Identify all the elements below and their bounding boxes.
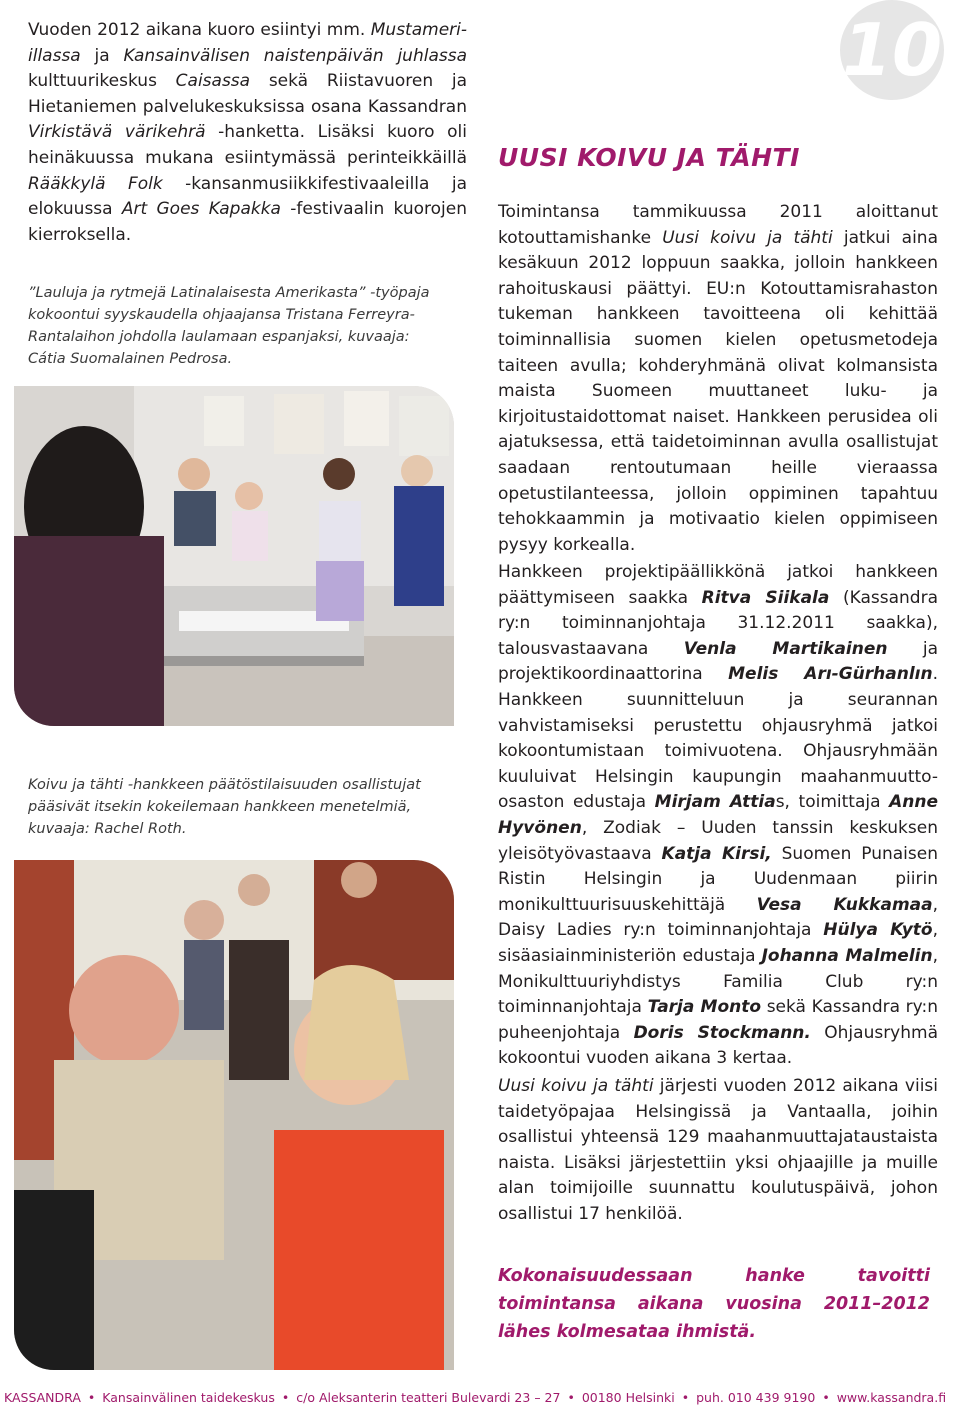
photo-caption-dance: Koivu ja tähti -hankkeen päätöstilaisuuden osallistujat pääsivät itsekin kokeilemaan hankkeen menetelmiä, kuvaaja: Rachel Roth. (28, 777, 421, 837)
photo-dance-workshop-image (14, 860, 454, 1370)
footer-separator: • (822, 1390, 830, 1405)
footer-city: 00180 Helsinki (581, 1390, 675, 1405)
photo-children-choir (14, 386, 454, 726)
footer-website-link[interactable]: www.kassandra.fi (836, 1390, 947, 1405)
footer-desc: Kansainvälinen taidekeskus (102, 1390, 275, 1405)
footer-separator: • (567, 1390, 575, 1405)
page-number-badge (840, 0, 944, 100)
photo-caption-choir: ”Lauluja ja rytmejä Latinalaisesta Amerikasta” -työpaja kokoontui syyskaudella ohjaajansa Tristana Ferreyra-Rantalaihon johdolla laulamaan espanjaksi, kuvaaja: Cátia Suomalainen Pedrosa. (28, 285, 430, 367)
footer-phone: puh. 010 439 9190 (696, 1390, 816, 1405)
right-paragraph-2: Hankkeen projektipäällikkönä jatkoi hankkeen päättymiseen saakka Ritva Siikala (Kassandra ry:n toiminnanjohtaja 31.12.2011 saakka), talousvastaavana Venla Martikainen ja projektikoordinaattorina Melis Arı-Gürhanlın. Hankkeen suunnitteluun ja seurannan vahvistamiseksi perustettu ohjausryhmä jatkoi kokoontumistaan toimivuotena. Ohjausryhmään kuuluivat Helsingin kaupungin maahanmuutto-osaston edustaja Mirjam Attias, toimittaja Anne Hyvönen, Zodiak – Uuden tanssin keskuksen yleisötyövastaava Katja Kirsi, Suomen Punaisen Ristin Helsingin ja Uudenmaan piirin monikulttuurisuuskehittäjä Vesa Kukkamaa, Daisy Ladies ry:n toiminnanjohtaja Hülya Kytö, sisäasiainministeriön edustaja Johanna Malmelin, Monikulttuuriyhdistys Familia Club ry:n toiminnanjohtaja Tarja Monto sekä Kassandra ry:n puheenjohtaja Doris Stockmann. Ohjausryhmä kokoontui vuoden aikana 3 kertaa. (498, 562, 939, 1069)
footer-org: KASSANDRA (4, 1390, 81, 1405)
section-heading: UUSI KOIVU JA TÄHTI (498, 143, 800, 172)
photo-dance-workshop (14, 860, 454, 1370)
page-number: 10 (841, 8, 943, 92)
conclusion-text: Kokonaisuudessaan hanke tavoitti toimintansa aikana vuosina 2011–2012 lähes kolmesataa ihmistä. (498, 1266, 930, 1342)
footer-separator: • (681, 1390, 690, 1405)
right-paragraph-1: Toimintansa tammikuussa 2011 aloittanut kotouttamishanke Uusi koivu ja tähti jatkui aina kesäkuun 2012 loppuun saakka, jolloin hankkeen rahoituskausi päättyi. EU:n Kotouttamisrahaston tukeman hankkeen tavoitteena oli kehittää toiminnallisia suomen kielen opetusmetodeja taiteen avulla; kohderyhmänä olivat kolmansista maista Suomeen muuttaneet luku- ja kirjoitustaidottomat naiset. Hankkeen perusidea oli ajatuksessa, että taidetoiminnan avulla osallistujat saadaan rentoutumaan heille vieraassa opetustilanteessa, jolloin oppiminen tapahtuu tehokkaammin ja motivaatio kielen oppimiseen pysyy korkealla. (498, 202, 938, 555)
footer-address: c/o Aleksanterin teatteri Bulevardi 23 – 27 (296, 1390, 561, 1405)
left-intro-paragraph: Vuoden 2012 aikana kuoro esiintyi mm. Mustameri-illassa ja Kansainvälisen naistenpäivän juhlassa kulttuurikeskus Caisassa sekä Riistavuoren ja Hietaniemen palvelukeskuksissa osana Kassandran Virkistävä värikehrä -hanketta. Lisäksi kuoro oli heinäkuussa mukana esiintymässä perinteikkäillä Rääkkylä Folk -kansanmusiikkifestivaaleilla ja elokuussa Art Goes Kapakka -festivaalin kuorojen kierroksella. (28, 20, 468, 245)
right-paragraph-3: Uusi koivu ja tähti järjesti vuoden 2012 aikana viisi taidetyöpajaa Helsingissä ja Vantaalla, joihin osallistui yhteensä 129 maahanmuuttajataustaista naista. Lisäksi järjestettiin yksi ohjaajille ja muille alan toimijoille suunnattu koulutuspäivä, johon osallistui 17 henkilöä. (498, 1076, 939, 1224)
photo-children-choir-image (14, 386, 454, 726)
footer-separator: • (281, 1390, 290, 1405)
footer (0, 1385, 960, 1411)
footer-separator: • (87, 1390, 96, 1405)
